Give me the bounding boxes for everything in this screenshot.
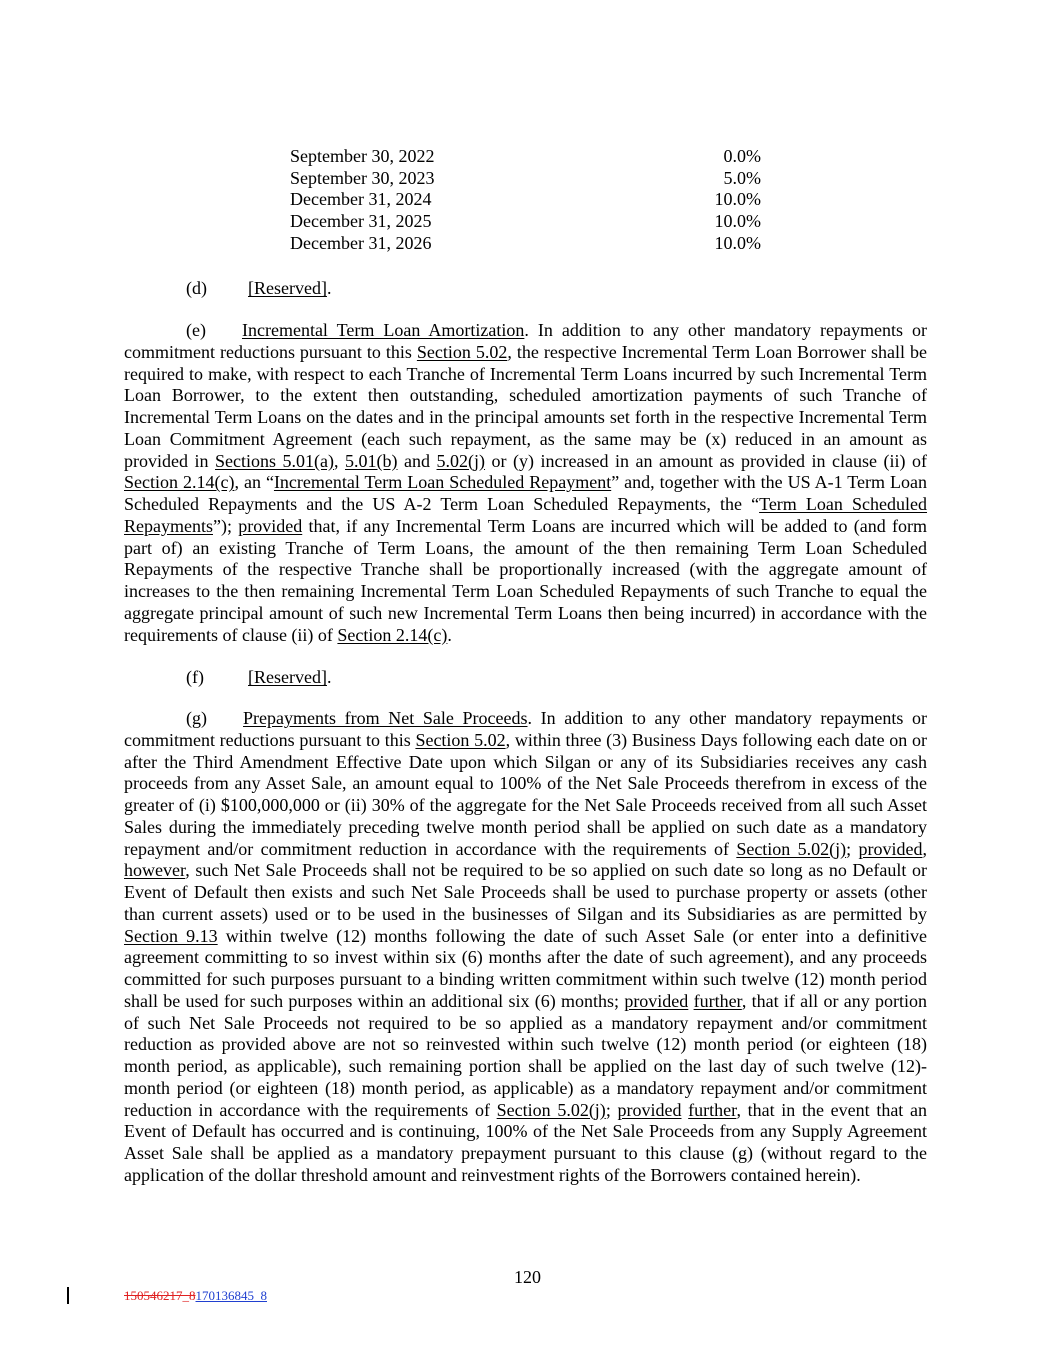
- clause-d: (d) [Reserved].: [186, 278, 332, 298]
- cross-reference: Section 5.02: [416, 341, 508, 362]
- schedule-row: December 31, 2024 10.0%: [290, 189, 761, 210]
- document-id-footer: [124, 1288, 267, 1304]
- schedule-row: December 31, 2026 10.0%: [290, 232, 761, 253]
- deleted-doc-id: 150546217_8: [124, 1288, 196, 1303]
- cross-reference: 5.01(b): [345, 450, 398, 471]
- cross-reference: Section 5.02(j): [736, 838, 847, 859]
- cross-reference: Section 2.14(c): [124, 472, 235, 493]
- defined-term: Incremental Term Loan Scheduled Repayment: [273, 472, 612, 493]
- schedule-row: September 30, 2023 5.0%: [290, 167, 761, 188]
- schedule-row: December 31, 2025 10.0%: [290, 211, 761, 232]
- clause-g: (g) Prepayments from Net Sale Proceeds. In addition to any other mandatory repayments or commitment reductions pursuant to this Section 5.02, within three (3) Business Days following each date on or after the Third Amendment Effective Date upon which Silgan or any of its Subsidiaries receives any cash proceeds from any Asset Sale, an amount equal to 100% of the Net Sale Proceeds therefrom in excess of the greater of (i) $100,000,000 or (ii) 30% of the aggregate for the Net Sale Proceeds received from all such Asset Sales during the immediately preceding twelve month period shall be applied on such date as a mandatory repayment and/or commitment reduction in accordance with the requirements of Section 5.02(j); provided, however, such Net Sale Proceeds shall not be required to be so applied on such date so long as no Default or Event of Default then exists and such Net Sale Proceeds shall be used to purchase property or assets (other than current assets) used or to be used in the businesses of Silgan and its Subsidiaries as are permitted by Section 9.13 within twelve (12) months following the date of such Asset Sale (or enter into a definitive agreement committing to so invest within six (6) months after the date of such agreement), and any proceeds committed for such purposes pursuant to a binding written commitment within such twelve (12) month period shall be used for such purposes within an additional six (6) months; provided further, that if all or any portion of such Net Sale Proceeds not required to be so applied as a mandatory repayment and/or commitment reduction as provided above are not so reinvested within such twelve (12) month period (or eighteen (18) month period, as applicable), such remaining portion shall be applied on the last day of such twelve (12)-month period (or eighteen (18) month period, as applicable) as a mandatory repayment and/or commitment reduction in accordance with the requirements of Section 5.02(j); provided further, that in the event that an Event of Default has occurred and is continuing, 100% of the Net Sale Proceeds from any Supply Agreement Asset Sale shall be applied as a mandatory prepayment pursuant to this clause (g) (without regard to the application of the dollar threshold amount and reinvestment rights of the Borrowers contained herein).: [124, 708, 927, 1185]
- cross-reference: Section 2.14(c): [337, 624, 448, 645]
- page-number: 120: [514, 1267, 541, 1287]
- cross-reference: 5.02(j): [436, 450, 486, 471]
- inserted-doc-id: 170136845_8: [195, 1288, 267, 1303]
- amortization-schedule: [290, 146, 770, 254]
- cross-reference: Section 9.13: [124, 925, 218, 946]
- clause-e: (e) Incremental Term Loan Amortization. In addition to any other mandatory repayments or commitment reductions pursuant to this Section 5.02, the respective Incremental Term Loan Borrower shall be required to make, with respect to each Tranche of Incremental Term Loans incurred by such Incremental Term Loan Borrower, to the extent then outstanding, scheduled amortization payments of such Tranche of Incremental Term Loans on the dates and in the principal amounts set forth in the respective Incremental Term Loan Commitment Agreement (each such repayment, as the same may be (x) reduced in an amount as provided in Sections 5.01(a), 5.01(b) and 5.02(j) or (y) increased in an amount as provided in clause (ii) of Section 2.14(c), an “Incremental Term Loan Scheduled Repayment” and, together with the US A-1 Term Loan Scheduled Repayments and the US A-2 Term Loan Scheduled Repayments, the “Term Loan Scheduled Repayments”); provided that, if any Incremental Term Loans are incurred which will be added to (and form part of) an existing Tranche of Term Loans, the amount of the then remaining Term Loan Scheduled Repayments of the respective Tranche shall be proportionally increased (with the aggregate amount of increases to the then remaining Incremental Term Loan Scheduled Repayments of such Tranche to equal the aggregate principal amount of such new Incremental Term Loans then being incurred) in accordance with the requirements of clause (ii) of Section 2.14(c).: [124, 320, 928, 645]
- defined-term: Term Loan Scheduled Repayments: [124, 494, 928, 536]
- cross-reference: Section 5.02(j): [496, 1099, 606, 1120]
- schedule-row: September 30, 2022 0.0%: [290, 146, 761, 166]
- cross-reference: Sections 5.01(a): [215, 450, 334, 471]
- cross-reference: Section 5.02: [415, 729, 506, 750]
- clause-f: (f) [Reserved].: [186, 667, 332, 687]
- change-bar: [67, 1287, 69, 1304]
